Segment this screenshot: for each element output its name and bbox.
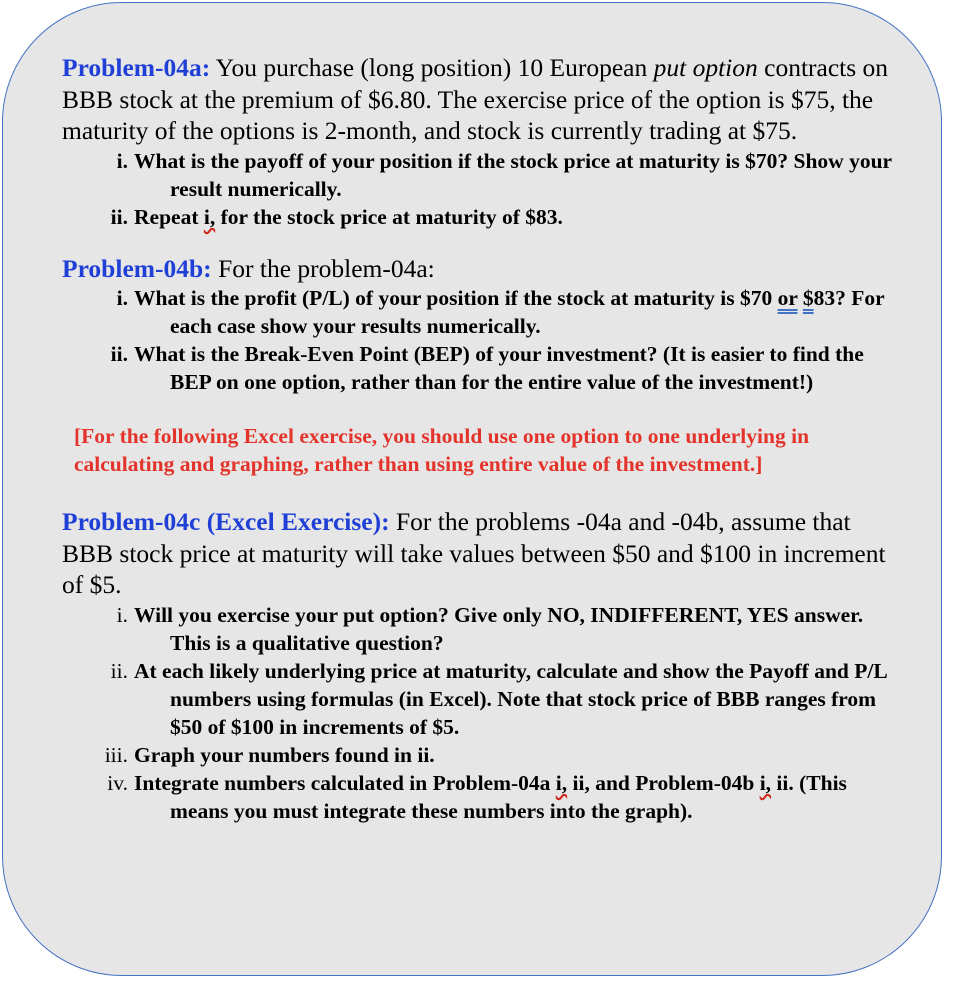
- grammar-check-flag: or: [777, 286, 798, 310]
- item-number: ii.: [110, 342, 128, 366]
- problem-04c-paragraph: [62, 506, 902, 601]
- problem-04a-text-1: You purchase (long position) 10 European: [210, 53, 654, 82]
- item-number: iv.: [107, 770, 128, 795]
- item-text-3: 83? For each case show your results numerically.: [170, 286, 885, 338]
- item-text-3: ii. (This means you must integrate these numbers into the graph).: [170, 770, 847, 823]
- excel-note: [For the following Excel exercise, you should use one option to one underlying in calculating and graphing, rather than using entire value of the investment.]: [74, 424, 810, 476]
- problem-04a-paragraph: [62, 52, 902, 147]
- list-item: [62, 203, 902, 231]
- list-item: [62, 340, 902, 396]
- problem-04b-list: [62, 284, 902, 396]
- item-number: ii.: [110, 658, 128, 683]
- problem-04b-text: For the problem-04a:: [211, 253, 435, 283]
- problem-04a-text-2: contracts on BBB stock at the premium of $6.80. The exercise price of the option is $75, the maturity of the options is 2-month, and stock is currently trading at $75.: [62, 53, 889, 145]
- list-item: [62, 769, 902, 825]
- list-item: [62, 284, 902, 340]
- item-number: i.: [116, 148, 128, 173]
- item-number: i.: [116, 286, 128, 310]
- item-text: What is the Break-Even Point (BEP) of your investment? (It is easier to find the BEP on one option, rather than for the entire value of the investment!): [134, 342, 864, 394]
- problem-04a-italic: put option: [653, 53, 758, 82]
- list-item: [62, 741, 902, 769]
- item-text: Graph your numbers found in ii.: [134, 742, 435, 767]
- problem-04a-list: [62, 147, 902, 231]
- item-text-1: Integrate numbers calculated in Problem-04a: [134, 770, 556, 795]
- item-text-1: Repeat: [134, 204, 204, 229]
- item-text: What is the payoff of your position if the stock price at maturity is $70? Show your result numerically.: [134, 148, 892, 201]
- item-text: At each likely underlying price at maturity, calculate and show the Payoff and P/L numbers using formulas (in Excel). Note that stock price of BBB ranges from $50 of $100 in increments of $5.: [134, 658, 887, 739]
- problem-04c-list: [62, 601, 902, 825]
- problem-04b-title: Problem-04b:: [62, 253, 212, 283]
- item-text-2: for the stock price at maturity of $83.: [215, 204, 563, 229]
- spell-check-flag: i,: [555, 770, 568, 795]
- item-number: i.: [116, 602, 128, 627]
- item-text-2: ii, and Problem-04b: [567, 770, 760, 795]
- grammar-check-flag: $: [802, 286, 814, 310]
- list-item: [62, 657, 902, 741]
- problem-04a-title: Problem-04a:: [62, 53, 211, 82]
- list-item: [62, 601, 902, 657]
- problem-content: [62, 52, 902, 825]
- item-number: iii.: [104, 742, 128, 767]
- item-text-1: What is the profit (P/L) of your position if the stock at maturity is $70: [134, 286, 778, 310]
- problem-04c-text: For the problems -04a and -04b, assume that BBB stock price at maturity will take values between $50 and $100 in increment of $5.: [62, 507, 886, 599]
- list-item: [62, 147, 902, 203]
- item-number: ii.: [110, 204, 128, 229]
- problem-04c-title: Problem-04c (Excel Exercise):: [62, 507, 390, 536]
- problem-04b-paragraph: [62, 253, 902, 285]
- spell-check-flag: i,: [203, 204, 216, 229]
- item-text: Will you exercise your put option? Give only NO, INDIFFERENT, YES answer. This is a qualitative question?: [134, 602, 864, 655]
- spell-check-flag: i,: [759, 770, 772, 795]
